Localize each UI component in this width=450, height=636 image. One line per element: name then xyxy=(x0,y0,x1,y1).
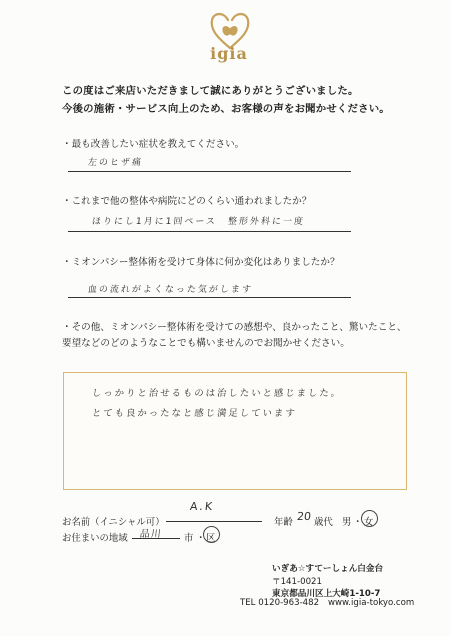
ward-selected-circle xyxy=(203,526,220,543)
intro-line-1: この度はご来店いただきまして誠にありがとうございました。 xyxy=(62,85,359,97)
city-label[interactable]: 市 xyxy=(184,533,194,544)
question-2-answer[interactable]: ほりにし1月に1回ペース 整形外科に一度 xyxy=(91,217,306,227)
name-value[interactable]: A.K xyxy=(189,500,215,513)
name-underline xyxy=(166,521,262,522)
footer-shop-name: いぎあ☆すてーしょん白金台 xyxy=(272,564,384,574)
area-value[interactable]: 品川 xyxy=(139,529,163,540)
footer-address: 東京都品川区上大崎1-10-7 xyxy=(272,589,381,599)
area-underline xyxy=(132,538,180,539)
area-separator: ・ xyxy=(196,533,206,544)
gender-selected-circle xyxy=(361,510,378,527)
question-2-underline xyxy=(68,231,351,232)
footer-tel: TEL 0120-963-482 xyxy=(240,598,320,608)
brand-logo-text: igia xyxy=(210,44,248,63)
footer-url[interactable]: www.igia-tokyo.com xyxy=(328,598,415,608)
footer-postal: 〒141-0021 xyxy=(272,577,322,587)
gender-separator: ・ xyxy=(353,517,363,528)
question-4-answer-2: とても良かったなと感じ満足しています xyxy=(91,408,298,419)
gender-female[interactable]: 女 xyxy=(364,517,374,528)
name-label: お名前（イニシャル可） xyxy=(62,517,165,528)
question-4-answer-1: しっかりと治せるものは治したいと感じました。 xyxy=(91,388,343,399)
area-label: お住まいの地域 xyxy=(62,533,128,544)
age-value[interactable]: 20 xyxy=(296,510,312,523)
question-3-underline xyxy=(68,297,351,298)
question-4-label-1: ・その他、ミオンパシー整体術を受けての感想や、良かったこと、驚いたこと、 xyxy=(62,322,407,333)
gender-male[interactable]: 男 xyxy=(342,517,352,528)
age-suffix: 歳代 xyxy=(314,517,333,528)
ward-label[interactable]: 区 xyxy=(206,533,216,544)
question-1-label: ・最も改善したい症状を教えてください。 xyxy=(62,139,245,150)
question-1-underline xyxy=(68,171,351,172)
question-4-label-2: 要望などのどのようなことでも構いませんのでお聞かせください。 xyxy=(62,338,350,349)
question-2-label: ・これまで他の整体や病院にどのくらい通われましたか？ xyxy=(62,196,312,207)
question-1-answer[interactable]: 左のヒザ痛 xyxy=(87,158,144,168)
age-label: 年齢 xyxy=(274,517,293,528)
intro-line-2: 今後の施術・サービス向上のため、お客様の声をお聞かせください。 xyxy=(62,103,390,115)
question-3-answer[interactable]: 血の流れがよくなった気がします xyxy=(87,285,254,295)
question-3-label: ・ミオンパシー整体術を受けて身体に何か変化はありましたか？ xyxy=(62,257,340,268)
